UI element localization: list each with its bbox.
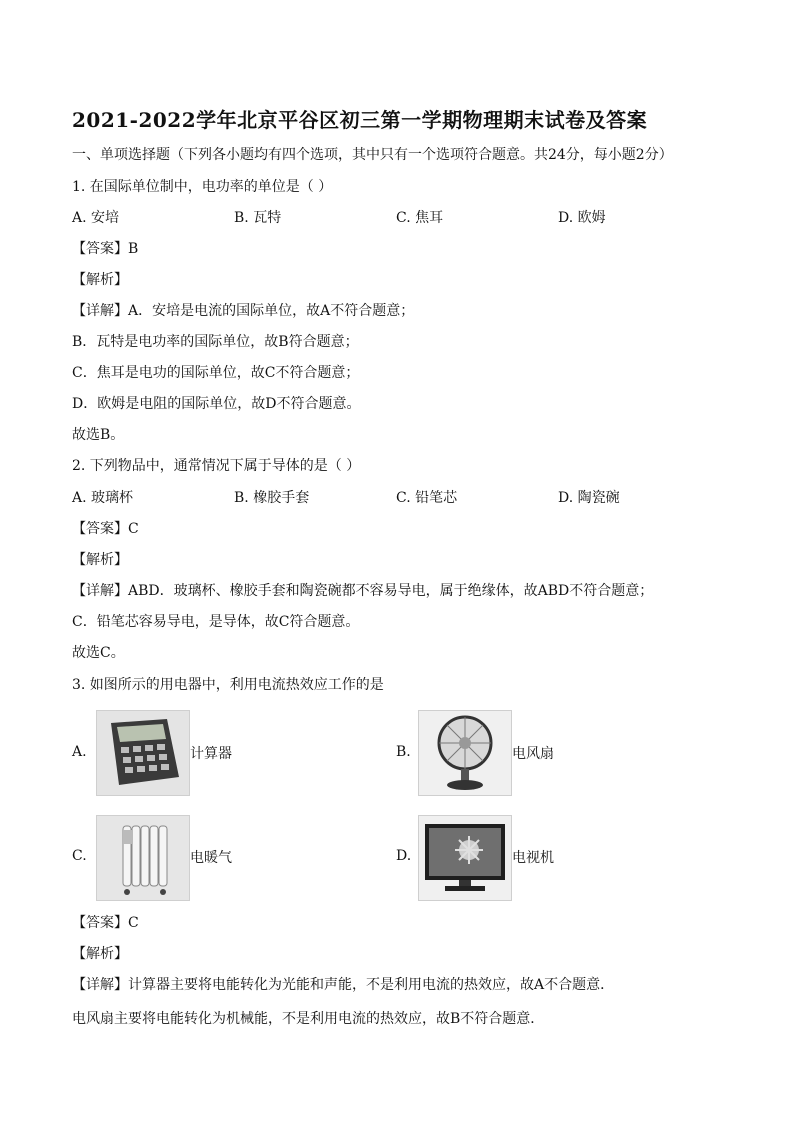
q1-analysis: 【解析】: [72, 272, 128, 288]
q3-detail-1: 【详解】计算器主要将电能转化为光能和声能，不是利用电流的热效应，故A不合题意．: [72, 977, 615, 993]
question-2-stem: 2. 下列物品中，通常情况下属于导体的是（ ）: [72, 458, 361, 474]
q3-option-a-label: 计算器: [190, 746, 232, 762]
q1-conclusion: 故选B。: [72, 427, 125, 443]
tv-icon: [418, 815, 512, 901]
q1-detail-1: 【详解】A．安培是电流的国际单位，故A不符合题意；: [72, 303, 415, 319]
question-1-stem: 1. 在国际单位制中，电功率的单位是（ ）: [72, 179, 333, 195]
q3-detail-2: 电风扇主要将电能转化为机械能，不是利用电流的热效应，故B不符合题意．: [72, 1011, 545, 1027]
page-title: 2021-2022学年北京平谷区初三第一学期物理期末试卷及答案: [72, 108, 648, 132]
q1-detail-2: B．瓦特是电功率的国际单位，故B符合题意；: [72, 334, 359, 350]
q3-option-a-letter: A.: [72, 744, 87, 760]
q1-option-c: C. 焦耳: [396, 210, 444, 226]
q1-detail-4: D．欧姆是电阻的国际单位，故D不符合题意。: [72, 396, 361, 412]
section-heading: 一、单项选择题（下列各小题均有四个选项，其中只有一个选项符合题意。共24分，每小题2分）: [72, 147, 673, 163]
q1-option-d: D. 欧姆: [558, 210, 606, 226]
q3-option-b-label: 电风扇: [512, 746, 554, 762]
q3-option-c-letter: C.: [72, 848, 87, 864]
q2-option-d: D. 陶瓷碗: [558, 490, 620, 506]
q2-option-b: B. 橡胶手套: [234, 490, 310, 506]
q3-option-d-label: 电视机: [512, 850, 554, 866]
q2-analysis: 【解析】: [72, 552, 128, 568]
question-3-stem: 3. 如图所示的用电器中，利用电流热效应工作的是: [72, 677, 384, 693]
q3-option-d-letter: D.: [396, 848, 412, 864]
fan-icon: [418, 710, 512, 796]
q2-option-a: A. 玻璃杯: [72, 490, 134, 506]
q2-conclusion: 故选C。: [72, 645, 125, 661]
q3-answer: 【答案】C: [72, 915, 139, 931]
heater-icon: [96, 815, 190, 901]
calculator-icon: [96, 710, 190, 796]
q2-detail-1: 【详解】ABD．玻璃杯、橡胶手套和陶瓷碗都不容易导电，属于绝缘体，故ABD不符合题意；: [72, 583, 654, 599]
q3-option-b-letter: B.: [396, 744, 411, 760]
q2-option-c: C. 铅笔芯: [396, 490, 458, 506]
q1-answer: 【答案】B: [72, 241, 139, 257]
q2-answer: 【答案】C: [72, 521, 139, 537]
q3-option-c-label: 电暖气: [190, 850, 232, 866]
q1-option-b: B. 瓦特: [234, 210, 282, 226]
q3-analysis: 【解析】: [72, 946, 128, 962]
q2-detail-2: C．铅笔芯容易导电，是导体，故C符合题意。: [72, 614, 360, 630]
q1-detail-3: C．焦耳是电功的国际单位，故C不符合题意；: [72, 365, 360, 381]
q1-option-a: A. 安培: [72, 210, 120, 226]
